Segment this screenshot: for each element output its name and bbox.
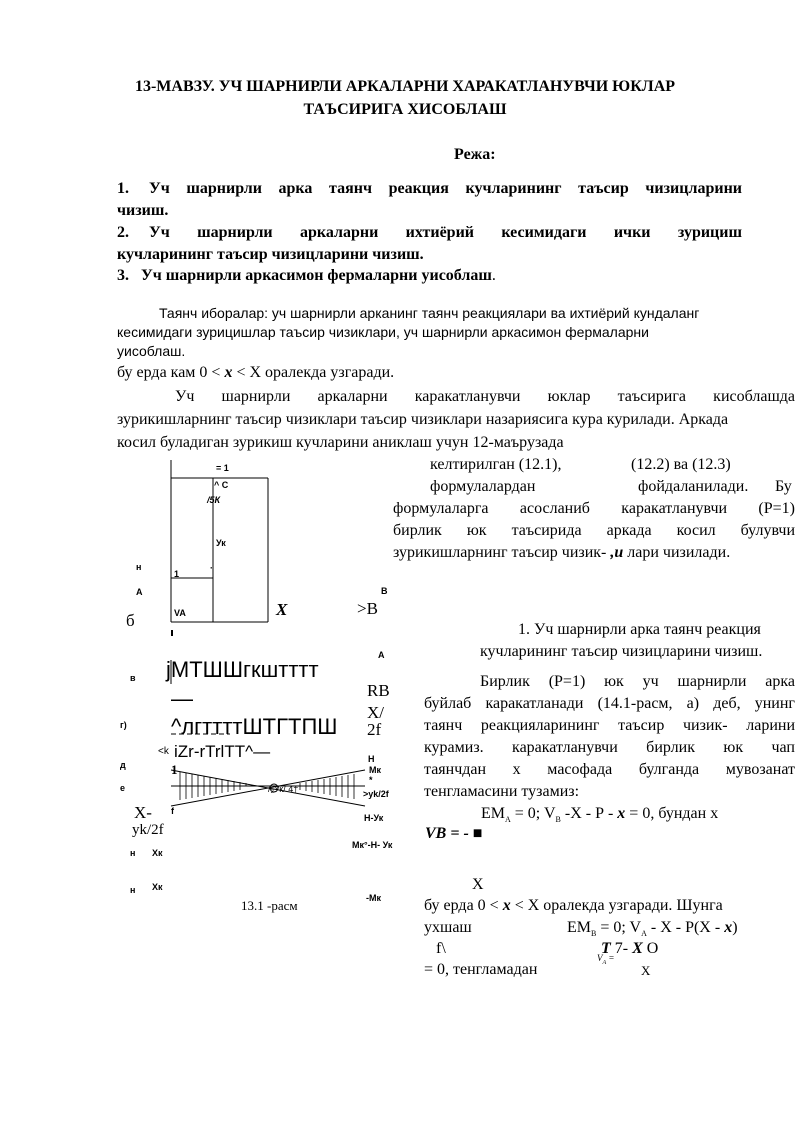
fig-label-rb: RB	[367, 681, 390, 700]
fig-label-yk: Ук	[216, 538, 226, 548]
plan-item-2-text: Уч шарнирли аркаларни ихтиёрий кесимидаги ички зурициш	[149, 224, 742, 241]
equation-3: $ЕМ_B = 0$; $V_A$ - X - Р(X - x)	[567, 919, 738, 939]
fig-label-x-dash: Х-	[134, 803, 152, 822]
equation-1: $ЕМ_A = 0$; $V_B$ -X - Р - x = 0, бундан х	[481, 805, 719, 825]
page-title-line1: 13-МАВЗУ. УЧ ШАРНИРЛИ АРКАЛАРНИ ХАРАКАТЛАНУВЧИ ЮКЛАР	[134, 78, 676, 95]
plan-item-3-text: Уч шарнирли аркасимон фермаларни уисоблаш.	[141, 267, 496, 284]
fig-garble-1: jМТШШгкштттт	[166, 657, 319, 682]
keywords-line3: уисоблаш.	[117, 343, 186, 359]
fig-garble-5: 1	[171, 762, 178, 777]
para3-line1: Бирлик (Р=1) юк уч шарнирли арка	[480, 673, 795, 690]
fig-label-e-panel: е	[120, 783, 126, 793]
para2-line2a: формулалардан	[430, 478, 536, 495]
fig-label-top-influence: /₂Ук/ 4†	[268, 784, 299, 794]
fig-label-a2: А	[378, 650, 385, 660]
fig-label-f: f	[171, 806, 174, 816]
equation-2: VB = - ■	[425, 825, 483, 842]
fig-label-b: В	[381, 586, 388, 596]
fig-garble-3: ^лгттттШТГТПШ	[171, 714, 338, 739]
fig-label-lt-k: <k	[158, 746, 169, 757]
para2-line1a: келтирилган (12.1),	[430, 456, 562, 473]
fig-garble-4: iZr-rTrlTT^—	[174, 742, 271, 761]
plan-item-3-number: 3.	[117, 267, 129, 284]
fig-label-x2f: X/	[367, 703, 384, 722]
fig-garble-2: —	[171, 686, 193, 711]
equation-5-left: = 0, тенгламадан	[424, 961, 538, 978]
fig-label-gtb: >В	[357, 599, 378, 618]
equation-5-va: $V_A$ =	[597, 953, 615, 966]
page-title-line2: ТАЪСИРИГА ХИСОБЛАШ	[303, 101, 507, 118]
equation-3-label: ухшаш	[424, 919, 472, 936]
para2-line2c: Бу	[775, 478, 792, 495]
para2-line2b: фойдаланилади.	[638, 478, 749, 495]
equation-5-x: X	[641, 963, 651, 978]
fig-label-k: /5К	[207, 495, 221, 505]
para3-line6: тенгламасини тузамиз:	[424, 783, 580, 800]
fig-label-h2: н	[130, 848, 136, 858]
fig-label-mk0-h-yk: Мк°-Н- Ук	[352, 840, 393, 850]
equation-4-right: T 7- X O	[601, 940, 659, 957]
figure-caption: 13.1 -расм	[241, 898, 298, 913]
para2-line3: формулаларга асосланиб каракатланувчи (Р=1)	[393, 500, 795, 517]
equation-4-left: f\	[436, 940, 446, 957]
fig-label-b-panel: б	[126, 611, 135, 630]
fig-label-h: н	[136, 562, 142, 572]
plan-item-2-text-cont: кучларининг таъсир чизицларини чизиш.	[117, 246, 424, 263]
keywords-line1: Таянч иборалар: уч шарнирли арканинг таянч реакциялари ва ихтиёрий кундаланг	[159, 305, 700, 321]
fig-label-xk1: Хк	[152, 848, 163, 858]
plan-item-2-number: 2.	[117, 224, 129, 241]
fig-label-x: X	[276, 600, 288, 619]
fig-label-h-right: Н	[368, 754, 375, 764]
range-text: бу ерда кам 0 < x < X оралекда узгаради.	[117, 364, 395, 381]
fig-label-xk2: Хк	[152, 882, 163, 892]
para3-line4: курамиз. каракатланувчи бирлик юк чап	[424, 739, 795, 756]
fig-label-star: *	[369, 775, 373, 785]
para2-line4: бирлик юк таъсирида аркада косил булувчи	[393, 522, 795, 539]
fig-label-d-panel: д	[120, 760, 126, 770]
para1-line2: зурикишларнинг таъсир чизиклари таъсир чизиклари назариясига кура курилади. Аркада	[117, 411, 729, 428]
fig-label-h-yk: Н-Ук	[364, 813, 384, 823]
fig-label-dot: ·	[210, 563, 213, 573]
equation-2-denominator: X	[472, 876, 484, 893]
plan-heading: Режа:	[454, 146, 496, 163]
fig-label-1: 1	[174, 569, 180, 579]
fig-label-eq1: = 1	[216, 463, 229, 473]
para2-line5: зурикишларнинг таъсир чизик- ,и лари чизилади.	[393, 544, 731, 561]
plan-item-1-text-cont: чизиш.	[117, 202, 169, 219]
plan-item-1-number: 1.	[117, 180, 129, 197]
para3-line2: буйлаб каракатланади (14.1-расм, а) деб, унинг	[424, 695, 795, 712]
fig-label-va: VA	[174, 608, 186, 618]
plan-item-1-text: Уч шарнирли арка таянч реакция кучларининг таъсир чизицларини	[149, 180, 742, 197]
fig-label-yk-2f: yk/2f	[132, 822, 164, 838]
fig-label-h3: н	[130, 885, 136, 895]
section1-heading-line1: 1. Уч шарнирли арка таянч реакция	[518, 621, 761, 638]
para1-line3: косил буладиган зурикиш кучларини аниклаш учун 12-маърузада	[117, 434, 564, 451]
para1-line1: Уч шарнирли аркаларни каракатланувчи юклар таъсирига кисоблашда	[175, 388, 795, 405]
section1-heading-line2: кучларининг таъсир чизицларини чизиш.	[480, 643, 763, 660]
fig-label-mk-neg: -Мк	[366, 893, 381, 903]
para3-line3: таянч реакцияларининг таъсир чизик- ларини	[424, 717, 795, 734]
fig-label-yk2f: >yk/2f	[363, 789, 389, 799]
fig-label-2f: 2f	[367, 720, 382, 739]
fig-label-mk: Мк	[369, 765, 382, 775]
keywords-line2: кесимидаги зурицишлар таъсир чизиклари, уч шарнирли аркасимон фермаларни	[117, 324, 649, 340]
fig-label-a: А	[136, 587, 143, 597]
para3-line5: таянчдан х масофада булганда мувозанат	[424, 761, 795, 778]
fig-label-g-panel: г)	[120, 720, 127, 730]
para2-line1b: (12.2) ва (12.3)	[631, 456, 731, 473]
range2-text: бу ерда 0 < x < X оралекда узгаради. Шунга	[424, 897, 723, 914]
fig-label-c: ^ С	[214, 480, 229, 490]
fig-label-v-panel: в	[130, 673, 136, 683]
